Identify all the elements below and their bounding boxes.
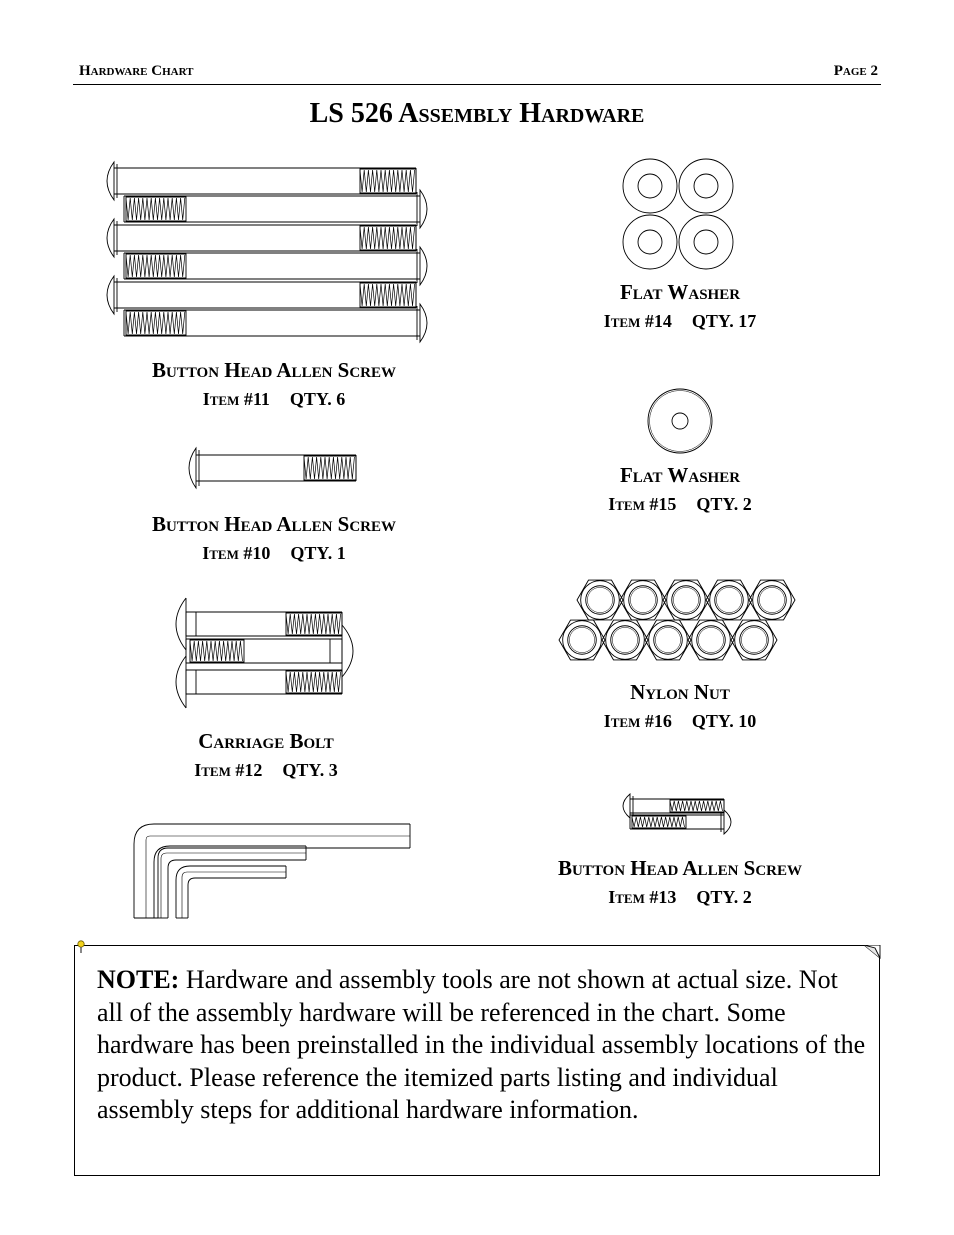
item-11-qty: QTY. 6 xyxy=(289,389,346,409)
nut-16-bottom-3-bore xyxy=(697,626,726,655)
nut-16-bottom-2-thread xyxy=(655,627,680,652)
bolt-12-0-dome xyxy=(176,598,186,650)
note-text xyxy=(97,964,867,1127)
item-12-label xyxy=(96,729,436,781)
allen-key-0-inner xyxy=(158,848,410,918)
washer-14-1-outer xyxy=(679,159,733,213)
item-11-label xyxy=(96,358,452,410)
nut-16-bottom-4-chamfer xyxy=(735,621,774,660)
screw-11-5-head xyxy=(420,304,427,342)
nut-16-top-1-thread xyxy=(630,587,655,612)
carriage-bolt-drawing xyxy=(170,592,370,710)
item-15-qty: QTY. 2 xyxy=(696,494,752,514)
washer-14-3-outer xyxy=(679,215,733,269)
pushpin-icon xyxy=(76,940,86,954)
nut-16-bottom-0-chamfer xyxy=(563,621,602,660)
screw-11-1-thread xyxy=(126,197,186,221)
section-header: Hardware Chart xyxy=(79,63,194,79)
item-15-label xyxy=(520,463,840,515)
item-13-label xyxy=(500,856,860,908)
nut-16-bottom-1-bore xyxy=(611,626,640,655)
screw-10-thread-lines xyxy=(304,457,354,479)
screw-11-5-thread xyxy=(126,311,186,335)
bolt-12-2-dome xyxy=(176,656,186,708)
item-12-number: Item #12 xyxy=(194,760,263,780)
screw-11-2-head xyxy=(107,219,114,257)
bolt-12-0-square-neck xyxy=(186,612,196,636)
screw-11-1-head xyxy=(420,190,427,228)
nut-16-top-0-bore xyxy=(586,586,615,615)
item-14-name: Flat Washer xyxy=(619,280,741,304)
item-16-number: Item #16 xyxy=(603,711,672,731)
nut-16-top-3-chamfer xyxy=(710,581,749,620)
nut-16-top-2-bore xyxy=(672,586,701,615)
screw-11-0-head xyxy=(107,162,114,200)
item-13-name: Button Head Allen Screw xyxy=(557,856,803,880)
item-15-name: Flat Washer xyxy=(619,463,741,487)
nut-16-top-4-bore xyxy=(758,586,787,615)
bolt-12-1-thread-lines xyxy=(190,641,243,661)
note-label: NOTE: xyxy=(97,965,180,994)
nut-16-top-3-thread xyxy=(716,587,741,612)
allen-key-1-inner xyxy=(168,860,306,918)
item-14-label xyxy=(520,280,840,332)
nut-16-bottom-2-chamfer xyxy=(649,621,688,660)
nut-16-top-3-bore xyxy=(715,586,744,615)
allen-key-2-outer xyxy=(176,866,286,918)
screw-11-3-head xyxy=(420,247,427,285)
nut-16-bottom-4-thread xyxy=(741,627,766,652)
allen-key-2-mid xyxy=(182,872,286,918)
nut-16-top-0-thread xyxy=(587,587,612,612)
item-12-name: Carriage Bolt xyxy=(198,729,334,753)
nut-16-top-4-thread xyxy=(759,587,784,612)
screw-13-1-head xyxy=(724,810,731,834)
flat-washer-set-drawing xyxy=(622,158,734,270)
page-number: Page 2 xyxy=(833,63,878,79)
washer-14-3-hole xyxy=(694,230,718,254)
bolt-12-0-thread-lines xyxy=(286,614,341,634)
screw-11-3-thread-lines xyxy=(126,255,185,277)
washer-15-rim xyxy=(650,391,711,452)
item-15-number: Item #15 xyxy=(608,494,677,514)
nut-16-bottom-1-thread xyxy=(612,627,637,652)
screw-11-1-thread-lines xyxy=(126,198,185,220)
nut-16-top-0-chamfer xyxy=(581,581,620,620)
washer-14-1-hole xyxy=(694,174,718,198)
nut-16-top-2-thread xyxy=(673,587,698,612)
item-16-name: Nylon Nut xyxy=(630,680,730,704)
item-13-number: Item #13 xyxy=(608,887,677,907)
screw-11-4-thread-lines xyxy=(360,284,415,306)
button-head-screw-long-drawing xyxy=(106,155,438,350)
screw-11-3-thread xyxy=(126,254,186,278)
item-14-qty: QTY. 17 xyxy=(691,311,757,331)
screw-11-4-head xyxy=(107,276,114,314)
item-13-qty: QTY. 2 xyxy=(696,887,752,907)
screw-11-5-thread-lines xyxy=(126,312,185,334)
page-title: LS 526 Assembly Hardware xyxy=(309,98,645,129)
screw-13-1-thread-lines xyxy=(632,817,685,827)
bolt-12-1-dome xyxy=(342,625,353,677)
screw-10-head xyxy=(189,448,196,488)
screw-11-0-thread-lines xyxy=(360,170,415,192)
bolt-12-2-square-neck xyxy=(186,670,196,694)
item-16-label xyxy=(520,680,840,732)
washer-14-0-outer xyxy=(623,159,677,213)
item-11-number: Item #11 xyxy=(202,389,270,409)
item-12-qty: QTY. 3 xyxy=(282,760,338,780)
nut-16-bottom-0-thread xyxy=(569,627,594,652)
screw-13-0-thread-lines xyxy=(670,801,723,811)
washer-14-0-hole xyxy=(638,174,662,198)
item-11-name: Button Head Allen Screw xyxy=(151,358,397,382)
nut-16-bottom-2-bore xyxy=(654,626,683,655)
screw-11-2-thread-lines xyxy=(360,227,415,249)
bolt-12-2-thread-lines xyxy=(286,672,341,692)
item-10-name: Button Head Allen Screw xyxy=(151,512,397,536)
nut-16-top-4-chamfer xyxy=(753,581,792,620)
washer-15-outer xyxy=(648,389,712,453)
allen-key-2-inner xyxy=(188,878,286,918)
allen-key-1-mid xyxy=(161,853,306,918)
bolt-12-1-square-neck xyxy=(330,639,342,663)
button-head-screw-short-drawing xyxy=(178,446,360,490)
item-14-number: Item #14 xyxy=(603,311,672,331)
allen-key-1-outer xyxy=(154,846,306,918)
page-curl-icon xyxy=(864,945,881,959)
screw-13-0-head xyxy=(623,794,630,818)
nut-16-bottom-1-chamfer xyxy=(606,621,645,660)
nylon-nut-set-drawing xyxy=(558,574,800,670)
header-rule xyxy=(73,84,881,85)
washer-14-2-hole xyxy=(638,230,662,254)
nut-16-bottom-0-bore xyxy=(568,626,597,655)
washer-15-hole xyxy=(672,413,688,429)
flat-washer-drawing xyxy=(645,386,715,456)
item-10-number: Item #10 xyxy=(202,543,271,563)
washer-14-2-outer xyxy=(623,215,677,269)
item-16-qty: QTY. 10 xyxy=(691,711,757,731)
nut-16-top-1-chamfer xyxy=(624,581,663,620)
nut-16-bottom-3-thread xyxy=(698,627,723,652)
allen-wrench-drawing xyxy=(130,822,418,924)
nut-16-bottom-4-bore xyxy=(740,626,769,655)
nut-16-top-1-bore xyxy=(629,586,658,615)
allen-key-0-outer xyxy=(134,824,410,918)
button-head-screw-pair-drawing xyxy=(618,790,742,836)
item-10-label xyxy=(96,512,452,564)
item-10-qty: QTY. 1 xyxy=(290,543,346,563)
nut-16-bottom-3-chamfer xyxy=(692,621,731,660)
nut-16-top-2-chamfer xyxy=(667,581,706,620)
note-body: Hardware and assembly tools are not shown at actual size. Not all of the assembly hardware will be referenced in the chart. Some hardware has been preinstalled in the individual assembly locations of the product. Please reference the itemized parts listing and individual assembly steps for additional hardware information. xyxy=(97,965,866,1124)
